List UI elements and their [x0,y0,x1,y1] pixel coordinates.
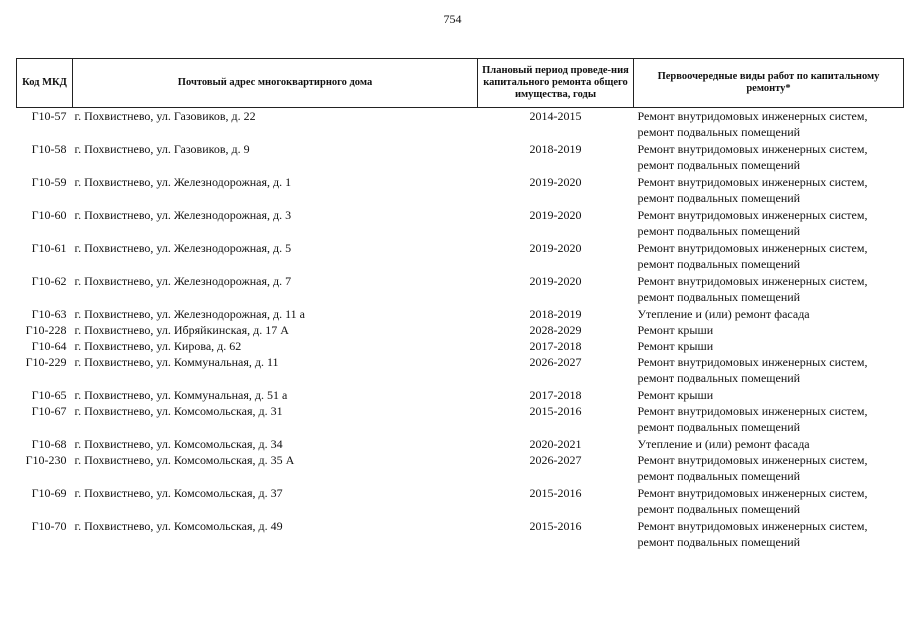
repair-work-line: Ремонт внутридомовых инженерных систем, [637,109,868,123]
repair-work-line: Ремонт внутридомовых инженерных систем, [637,519,868,533]
repair-period: 2019-2020 [529,175,582,189]
table-row [17,108,904,142]
table-row [17,436,904,452]
header-address: Почтовый адрес многоквартирного дома [73,59,478,108]
repair-works [634,436,904,452]
repair-period: 2015-2016 [529,404,582,418]
building-address: г. Похвистнево, ул. Коммунальная, д. 11 [74,355,279,369]
repair-work-line: Ремонт внутридомовых инженерных систем, [637,486,868,500]
repair-works [634,240,904,273]
building-address: г. Похвистнево, ул. Комсомольская, д. 31 [74,404,283,418]
table-row [17,141,904,174]
repair-work-line: Ремонт крыши [637,388,714,402]
repair-work-line: ремонт подвальных помещений [637,125,801,139]
repair-period: 2015-2016 [529,486,582,500]
repair-period: 2019-2020 [529,274,582,288]
building-code: Г10-62 [31,274,67,288]
table-body [17,108,904,552]
repair-work-line: ремонт подвальных помещений [637,502,801,516]
building-code: Г10-228 [25,323,67,337]
repair-works [634,322,904,338]
table-row [17,306,904,322]
building-address: г. Похвистнево, ул. Железнодорожная, д. 3 [74,208,292,222]
building-code: Г10-60 [31,208,67,222]
repair-period: 2020-2021 [529,437,582,451]
header-works: Первоочередные виды работ по капитальному ремонту* [634,59,904,108]
repair-works [634,207,904,240]
header-code: Код МКД [17,59,73,108]
table-row [17,273,904,306]
building-code: Г10-58 [31,142,67,156]
building-address: г. Похвистнево, ул. Кирова, д. 62 [74,339,242,353]
repair-work-line: Ремонт крыши [637,323,714,337]
building-address: г. Похвистнево, ул. Комсомольская, д. 49 [74,519,283,533]
table-row [17,387,904,403]
repair-work-line: ремонт подвальных помещений [637,290,801,304]
repair-works [634,518,904,551]
repair-work-line: Ремонт внутридомовых инженерных систем, [637,274,868,288]
building-address: г. Похвистнево, ул. Ибряйкинская, д. 17 А [74,323,289,337]
table-row [17,452,904,485]
table-row [17,354,904,387]
repair-work-line: ремонт подвальных помещений [637,371,801,385]
building-address: г. Похвистнево, ул. Комсомольская, д. 35 А [74,453,295,467]
building-address: г. Похвистнево, ул. Газовиков, д. 9 [74,142,250,156]
repair-works [634,403,904,436]
building-address: г. Похвистнево, ул. Железнодорожная, д. 7 [74,274,292,288]
repair-works [634,306,904,322]
repair-works [634,174,904,207]
repair-period: 2017-2018 [529,339,582,353]
repair-period: 2017-2018 [529,388,582,402]
building-code: Г10-61 [31,241,67,255]
building-address: г. Похвистнево, ул. Газовиков, д. 22 [74,109,256,123]
building-code: Г10-64 [31,339,67,353]
building-address: г. Похвистнево, ул. Железнодорожная, д. 1 [74,175,292,189]
repair-period: 2014-2015 [529,109,582,123]
repair-work-line: ремонт подвальных помещений [637,469,801,483]
table-row [17,338,904,354]
table-row [17,518,904,551]
repair-works [634,354,904,387]
table-row [17,322,904,338]
table-row [17,240,904,273]
repair-works [634,108,904,142]
repair-work-line: Ремонт внутридомовых инженерных систем, [637,453,868,467]
building-code: Г10-59 [31,175,67,189]
capital-repair-table [16,58,904,551]
building-code: Г10-230 [25,453,67,467]
repair-work-line: ремонт подвальных помещений [637,420,801,434]
repair-period: 2019-2020 [529,241,582,255]
building-code: Г10-68 [31,437,67,451]
building-code: Г10-229 [25,355,67,369]
repair-work-line: ремонт подвальных помещений [637,257,801,271]
repair-period: 2018-2019 [529,307,582,321]
building-code: Г10-67 [31,404,67,418]
repair-work-line: Ремонт внутридомовых инженерных систем, [637,355,868,369]
repair-work-line: Ремонт внутридомовых инженерных систем, [637,175,868,189]
repair-work-line: Утепление и (или) ремонт фасада [637,437,810,451]
table-header [17,59,904,108]
repair-works [634,273,904,306]
building-code: Г10-70 [31,519,67,533]
repair-works [634,452,904,485]
repair-period: 2019-2020 [529,208,582,222]
building-address: г. Похвистнево, ул. Комсомольская, д. 34 [74,437,283,451]
repair-period: 2028-2029 [529,323,582,337]
repair-period: 2018-2019 [529,142,582,156]
repair-works [634,485,904,518]
repair-work-line: Ремонт внутридомовых инженерных систем, [637,208,868,222]
repair-work-line: Утепление и (или) ремонт фасада [637,307,810,321]
repair-work-line: Ремонт внутридомовых инженерных систем, [637,404,868,418]
table-row [17,485,904,518]
repair-work-line: ремонт подвальных помещений [637,191,801,205]
repair-period: 2015-2016 [529,519,582,533]
header-period: Плановый период проведе-ния капитального ремонта общего имущества, годы [478,59,634,108]
building-address: г. Похвистнево, ул. Железнодорожная, д. 5 [74,241,292,255]
building-code: Г10-69 [31,486,67,500]
building-code: Г10-57 [31,109,67,123]
repair-work-line: Ремонт внутридомовых инженерных систем, [637,142,868,156]
building-address: г. Похвистнево, ул. Комсомольская, д. 37 [74,486,283,500]
page-number: 754 [443,12,462,26]
building-code: Г10-63 [31,307,67,321]
table-row [17,174,904,207]
repair-work-line: ремонт подвальных помещений [637,224,801,238]
repair-work-line: ремонт подвальных помещений [637,158,801,172]
building-address: г. Похвистнево, ул. Коммунальная, д. 51 а [74,388,288,402]
repair-works [634,338,904,354]
building-code: Г10-65 [31,388,67,402]
repair-period: 2026-2027 [529,453,582,467]
repair-work-line: Ремонт внутридомовых инженерных систем, [637,241,868,255]
repair-work-line: ремонт подвальных помещений [637,535,801,549]
table-row [17,207,904,240]
repair-works [634,141,904,174]
repair-work-line: Ремонт крыши [637,339,714,353]
repair-period: 2026-2027 [529,355,582,369]
repair-works [634,387,904,403]
table-row [17,403,904,436]
building-address: г. Похвистнево, ул. Железнодорожная, д. 11 а [74,307,305,321]
